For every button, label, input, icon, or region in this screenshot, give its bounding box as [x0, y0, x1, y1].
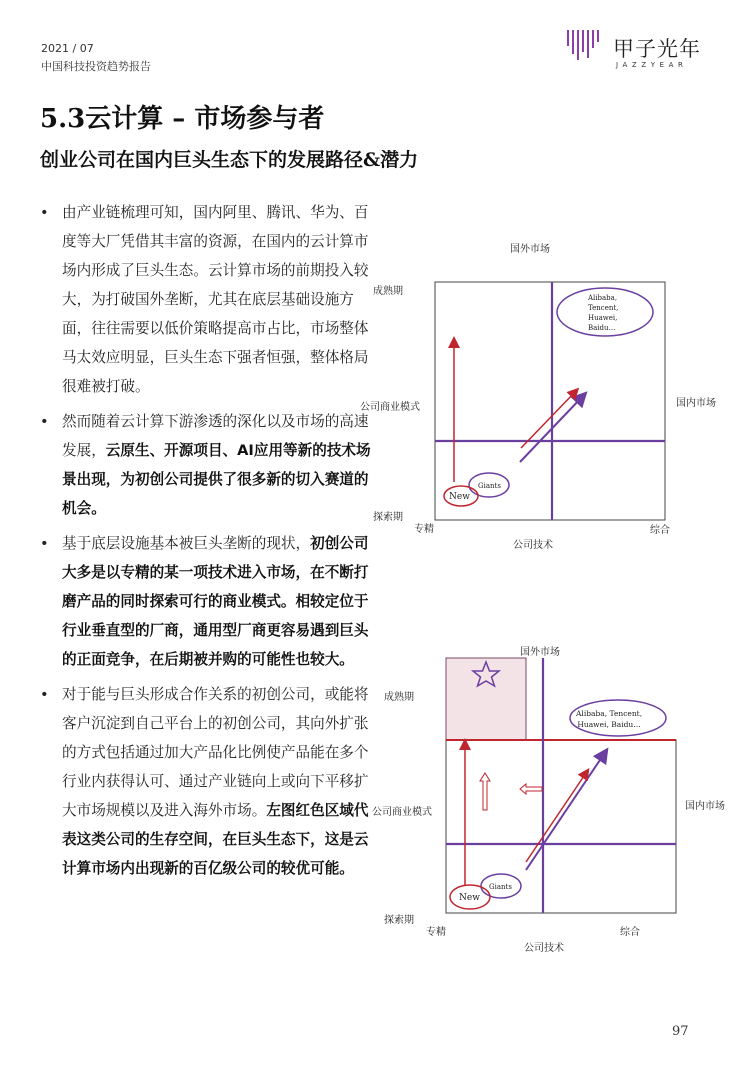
arrow-up-outline-icon [480, 773, 490, 810]
diagram-2-top-label: 国外市场 [520, 647, 560, 658]
diagram-1-left-axis-label: 公司商业模式 [360, 402, 420, 413]
market-diagram-1 [360, 230, 730, 560]
diagram-2-explore-label: 探索期 [384, 915, 414, 926]
diagram-2-purple-arrow-diagonal [526, 754, 604, 870]
diagram-2-new-label: New [459, 893, 480, 903]
diagram-2-red-zone [446, 658, 526, 740]
section-subtitle: 创业公司在国内巨头生态下的发展路径&潜力 [40, 149, 419, 171]
bullet-list [40, 198, 375, 889]
bullet-item-1: • 由产业链梳理可知，国内阿里、腾讯、华为、百度等大厂凭借其丰富的资源，在国内的云计算市场内形成了巨头生态。云计算市场的前期投入较大，为打破国外垄断，尤其在底层基础设施方面，往往需要以低价策略提高市占比，市场整体马太效应明显，巨头生态下强者恒强，整体格局很难被打破。 [40, 204, 369, 395]
diagram-2-giants-names: Alibaba, Tencent, Huawei, Baidu… [576, 709, 643, 729]
diagram-1-giants-label: Giants [478, 482, 501, 490]
report-date: 2021 / 07 [41, 42, 94, 55]
diagram-2-left-axis-label: 公司商业模式 [372, 807, 432, 818]
diagram-1-graphic [360, 230, 730, 560]
diagram-1-specialized-label: 专精 [414, 524, 434, 535]
diagram-1-right-label: 国内市场 [676, 398, 716, 409]
logo-bars-icon [566, 28, 606, 62]
page-number: 97 [672, 1024, 689, 1039]
bullet-item-3: • 基于底层设施基本被巨头垄断的现状，初创公司大多是以专精的某一项技术进入市场，在不断打磨产品的同时探索可行的商业模式。相较定位于行业垂直型的厂商，通用型厂商更容易遇到巨头的正面竞争，在后期被并购的可能性也较大。 [40, 535, 369, 668]
diagram-1-bottom-axis-label: 公司技术 [513, 540, 553, 551]
arrow-left-outline-icon [520, 784, 542, 794]
diagram-1-red-arrow-diagonal [521, 392, 575, 448]
diagram-2-graphic [360, 640, 735, 960]
bullet-item-2: • 然而随着云计算下游渗透的深化以及市场的高速发展，云原生、开源项目、AI应用等新的技术场景出现，为初创公司提供了很多新的切入赛道的机会。 [40, 413, 371, 517]
bullet-item-4: • 对于能与巨头形成合作关系的初创公司，或能将客户沉淀到自己平台上的初创公司，其向外扩张的方式包括通过加大产品化比例使产品能在多个行业内获得认可、通过产业链向上或向下平移扩大市场规模以及进入海外市场。左图红色区域代表这类公司的生存空间，在巨头生态下，这是云计算市场内出现新的百亿级公司的较优可能。 [40, 686, 369, 877]
diagram-1-new-label: New [449, 492, 470, 502]
section-title: 5.3云计算 – 市场参与者 [40, 104, 325, 134]
diagram-2-right-label: 国内市场 [685, 801, 725, 812]
diagram-1-integrated-label: 综合 [650, 525, 670, 536]
diagram-1-explore-label: 探索期 [373, 512, 403, 523]
diagram-2-giants-label: Giants [489, 883, 512, 891]
market-diagram-2 [360, 640, 735, 960]
diagram-2-mature-label: 成熟期 [384, 692, 414, 703]
diagram-1-giants-names: Alibaba, Tencent, Huawei, Baidu… [588, 294, 619, 332]
diagram-2-integrated-label: 综合 [620, 927, 640, 938]
logo-english: JAZZYEAR [616, 61, 688, 69]
diagram-2-specialized-label: 专精 [426, 927, 446, 938]
report-title: 中国科技投资趋势报告 [41, 60, 151, 73]
diagram-2-red-arrow-diagonal [526, 773, 586, 862]
diagram-1-top-label: 国外市场 [510, 244, 550, 255]
diagram-2-bottom-axis-label: 公司技术 [524, 943, 564, 954]
logo-chinese: 甲子光年 [613, 37, 701, 61]
diagram-1-mature-label: 成熟期 [373, 286, 403, 297]
